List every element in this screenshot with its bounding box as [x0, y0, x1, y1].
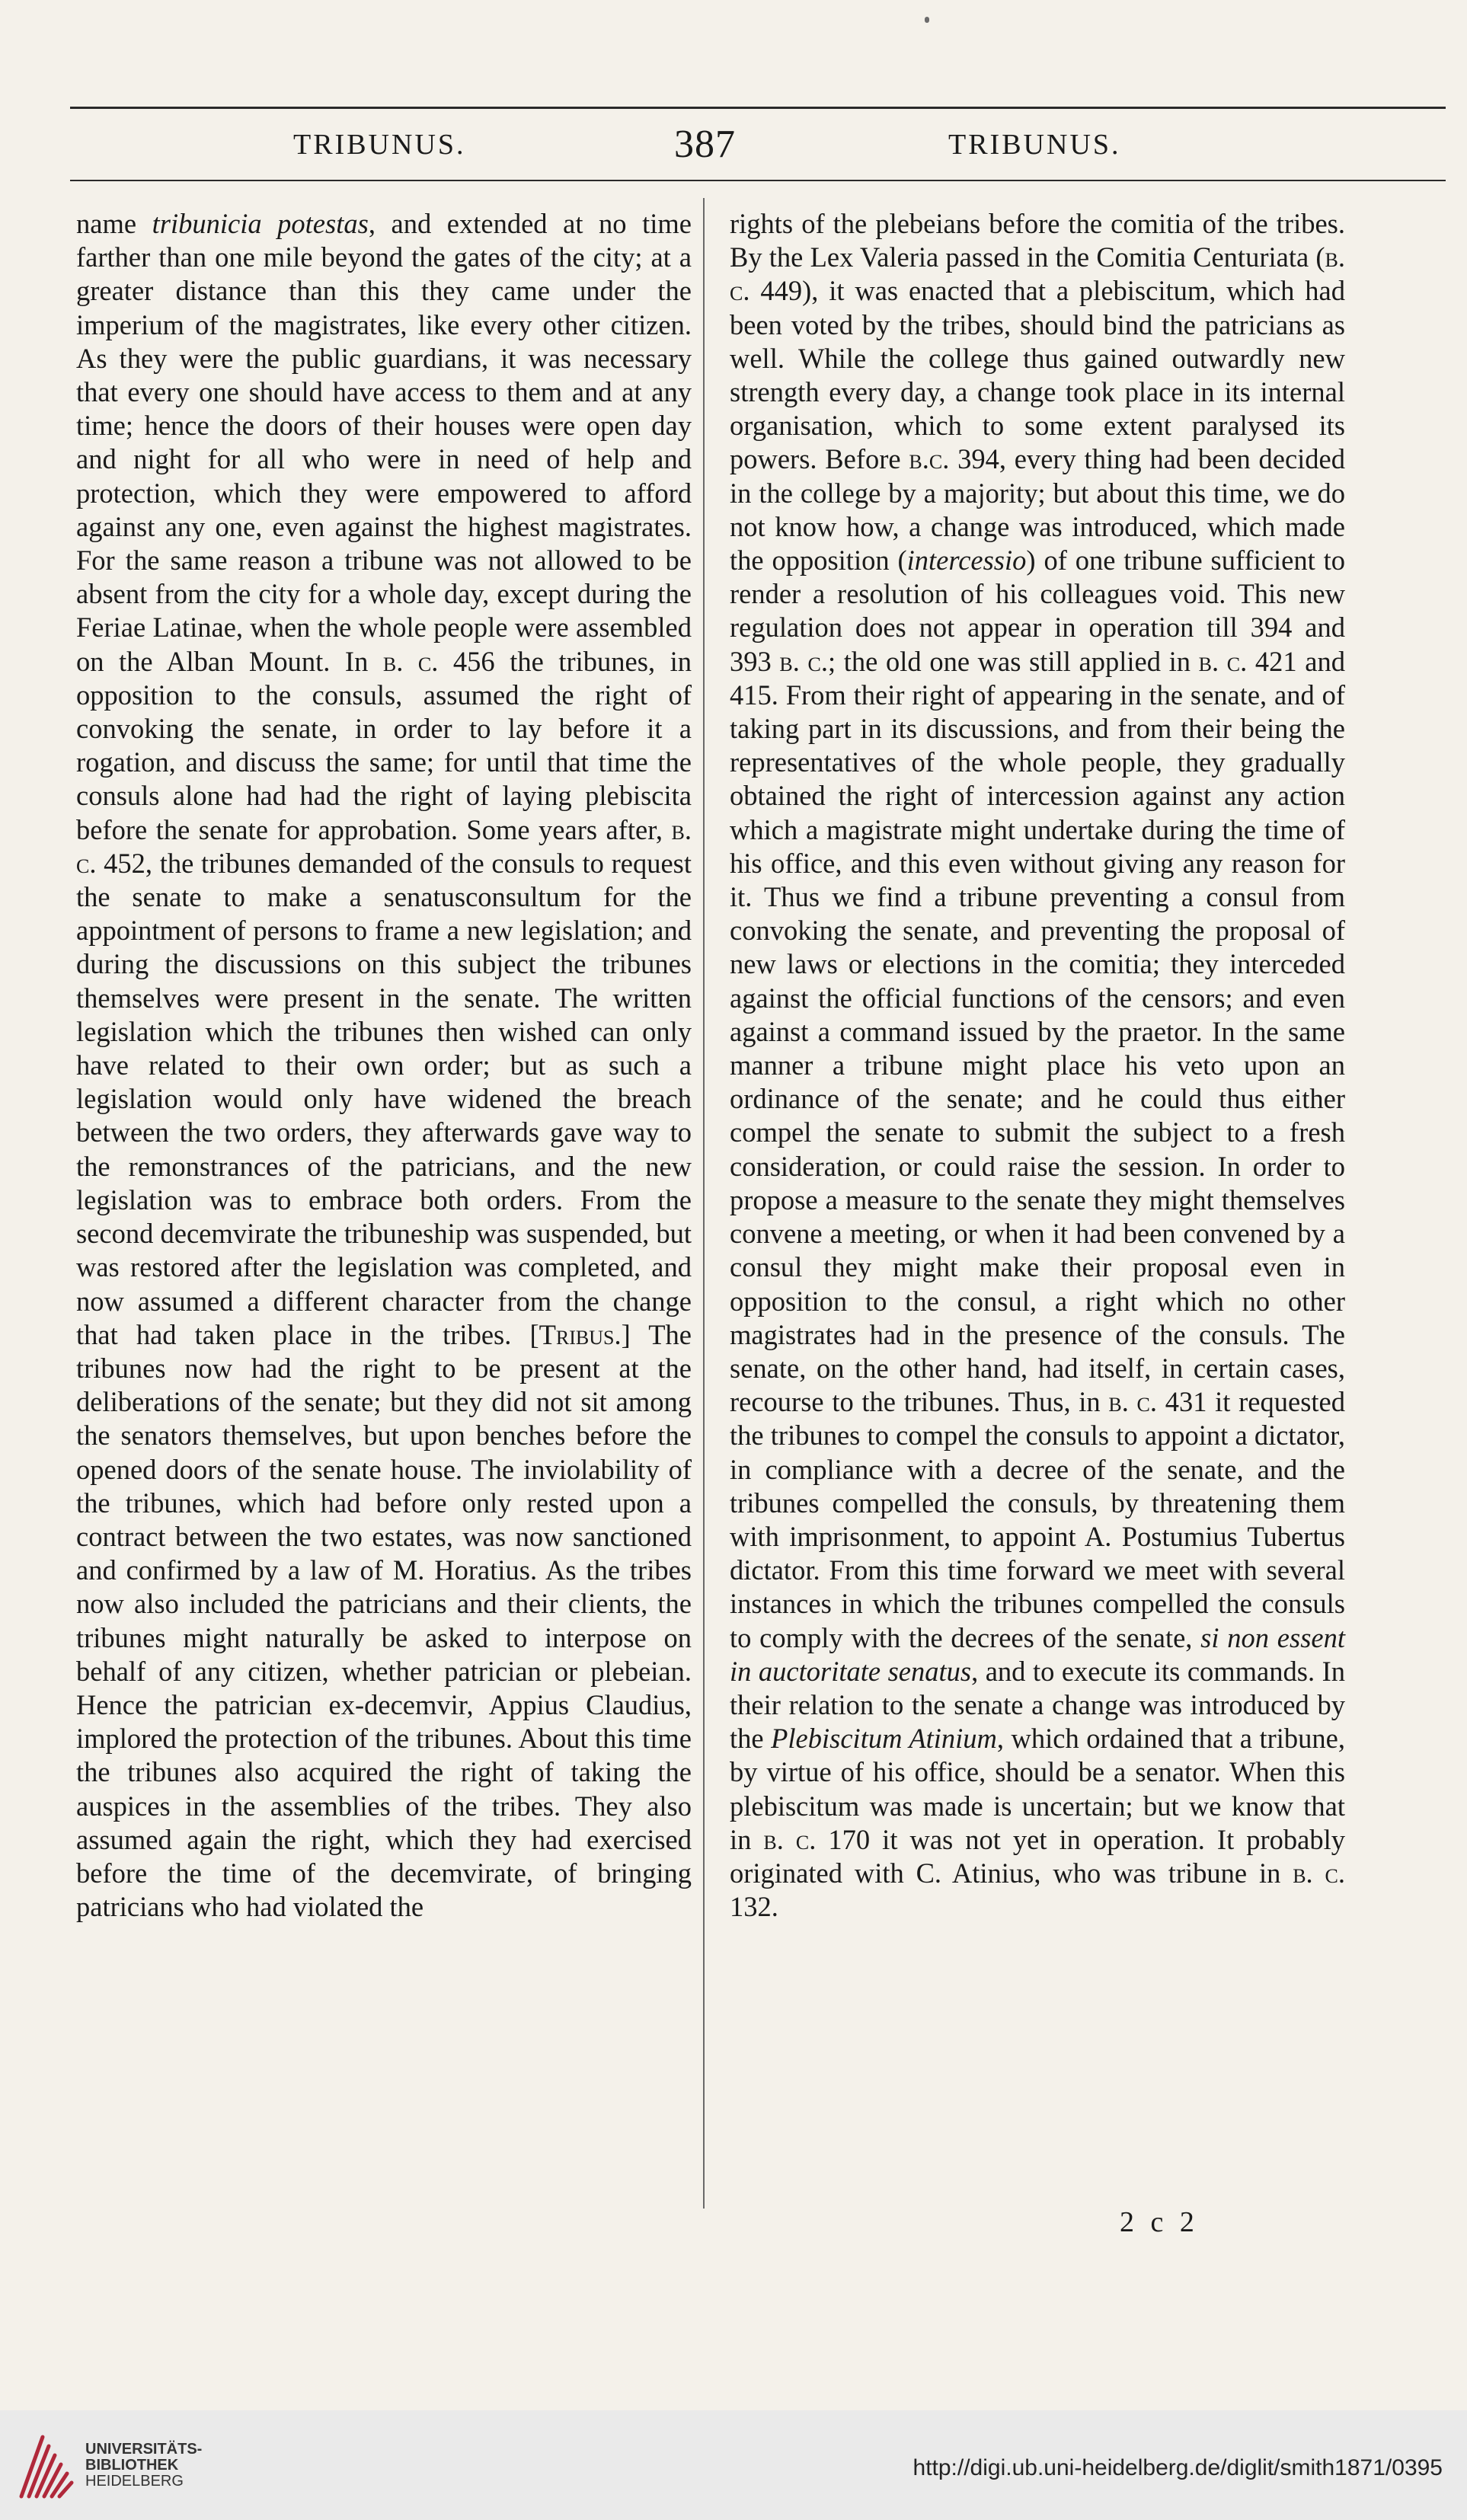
- text-column-left: [76, 207, 692, 1924]
- scan-speck: [925, 17, 929, 23]
- cross-reference-tribus: Tribus: [539, 1318, 615, 1350]
- header-rule: [70, 180, 1446, 181]
- italic-term: si non essent in auctoritate senatus: [730, 1621, 1345, 1687]
- bc-abbrev: b. c.: [763, 1823, 817, 1855]
- bc-abbrev: b. c.: [730, 241, 1345, 307]
- bc-abbrev: b. c.: [1108, 1386, 1158, 1418]
- institution-line: HEIDELBERG: [85, 2473, 184, 2490]
- page-number: 387: [674, 123, 736, 166]
- bc-abbrev: b. c.: [1198, 645, 1248, 677]
- running-head-left: TRIBUNUS.: [293, 129, 466, 161]
- heidelberg-library-logo-icon: [14, 2429, 75, 2502]
- institution-line: BIBLIOTHEK: [85, 2457, 179, 2474]
- italic-term: tribunicia potestas: [152, 208, 369, 239]
- bc-abbrev: b. c.: [1293, 1857, 1345, 1889]
- bc-abbrev: b. c.: [76, 813, 692, 879]
- text-column-right: [730, 207, 1345, 1924]
- bc-abbrev: b. c.: [382, 645, 439, 677]
- running-head-right: TRIBUNUS.: [948, 129, 1121, 161]
- signature-mark: 2 c 2: [1120, 2206, 1199, 2238]
- institution-name: [85, 2442, 202, 2490]
- italic-term: intercessio: [906, 545, 1027, 577]
- top-rule: [70, 107, 1446, 109]
- paragraph: name tribunicia potestas, and extended at no time farther than one mile beyond the gates of the city; at a greater distance than this they came under the imperium of the magistrates, like every other citizen. As they were the public guardians, it was necessary that every one should have access to them and at any time; hence the doors of their houses were open day and night for all who were in need of help and protection, which they were empowered to afford against any one, even against the highest magistrates. For the same reason a tribune was not allowed to be absent from the city for a whole day, except during the Feriae Latinae, when the whole people were assembled on the Alban Mount. In b. c. 456 the tribunes, in opposition to the consuls, assumed the right of convoking the senate, in order to lay before it a rogation, and discuss the same; for until that time the consuls alone had had the right of laying plebiscita before the senate for approbation. Some years after, b. c. 452, the tribunes demanded of the consuls to request the senate to make a senatusconsultum for the appointment of persons to frame a new legislation; and during the discussions on this subject the tribunes themselves were present in the senate. The written legislation which the tribunes then wished can only have related to their own order; but as such a legislation would only have widened the breach between the two orders, they afterwards gave way to the remonstrances of the patricians, and the new legislation was to embrace both orders. From the second decemvirate the tribuneship was suspended, but was restored after the legislation was completed, and now assumed a different character from the change that had taken place in the tribes. [Tribus.] The tribunes now had the right to be present at the deliberations of the senate; but they did not sit among the senators themselves, but upon benches before the opened doors of the senate house. The inviolability of the tribunes, which had before only rested upon a contract between the two estates, was now sanctioned and confirmed by a law of M. Horatius. As the tribes now also included the patricians and their clients, the tribunes might naturally be asked to interpose on behalf of any citizen, whether patrician or plebeian. Hence the patrician ex-decemvir, Appius Claudius, implored the protection of the tribunes. About this time the tribunes also acquired the right of taking the auspices in the assemblies of the tribes. They also assumed again the right, which they had exercised before the time of the decemvirate, of bringing patricians who had violated the: [76, 208, 692, 1923]
- bc-abbrev: b.c.: [909, 443, 950, 475]
- institution-line: UNIVERSITÄTS-: [85, 2441, 203, 2458]
- bc-abbrev: b. c.: [779, 645, 828, 677]
- paragraph: rights of the plebeians before the comitia of the tribes. By the Lex Valeria passed in the Comitia Centuriata (b. c. 449), it was enacted that a plebiscitum, which had been voted by the tribes, should bind the patricians as well. While the college thus gained outwardly new strength every day, a change took place in its internal organisation, which to some extent paralysed its powers. Before b.c. 394, every thing had been decided in the college by a majority; but about this time, we do not know how, a change was introduced, which made the opposition (intercessio) of one tribune sufficient to render a resolution of his colleagues void. This new regulation does not appear in operation till 394 and 393 b. c.; the old one was still applied in b. c. 421 and 415. From their right of appearing in the senate, and of taking part in its discussions, and from their being the representatives of the whole people, they gradually obtained the right of intercession against any action which a magistrate might undertake during the time of his office, and this even without giving any reason for it. Thus we find a tribune preventing a consul from convoking the senate, and preventing the proposal of new laws or elections in the comitia; they interceded against the official functions of the censors; and even against a command issued by the praetor. In the same manner a tribune might place his veto upon an ordinance of the senate; and he could thus either compel the senate to submit the subject to a fresh consideration, or could raise the session. In order to propose a measure to the senate they might themselves convene a meeting, or when it had been convened by a consul they might make their proposal even in opposition to the consul, a right which no other magistrates had in the presence of the consuls. The senate, on the other hand, had itself, in certain cases, recourse to the tribunes. Thus, in b. c. 431 it requested the tribunes to compel the consuls to appoint a dictator, in compliance with a decree of the senate, and the tribunes compelled the consuls, by threatening them with imprisonment, to appoint A. Postumius Tubertus dictator. From this time forward we meet with several instances in which the tribunes compelled the consuls to comply with the decrees of the senate, si non essent in auctoritate senatus, and to execute its commands. In their relation to the senate a change was introduced by the Plebiscitum Atinium, which ordained that a tribune, by virtue of his office, should be a senator. When this plebiscitum was made is uncertain; but we know that in b. c. 170 it was not yet in operation. It probably originated with C. Atinius, who was tribune in b. c. 132.: [730, 208, 1346, 1923]
- source-url-link[interactable]: http://digi.ub.uni-heidelberg.de/diglit/smith1871/0395: [912, 2455, 1443, 2480]
- italic-term: Plebiscitum Atinium: [771, 1723, 997, 1755]
- column-divider: [703, 198, 705, 2209]
